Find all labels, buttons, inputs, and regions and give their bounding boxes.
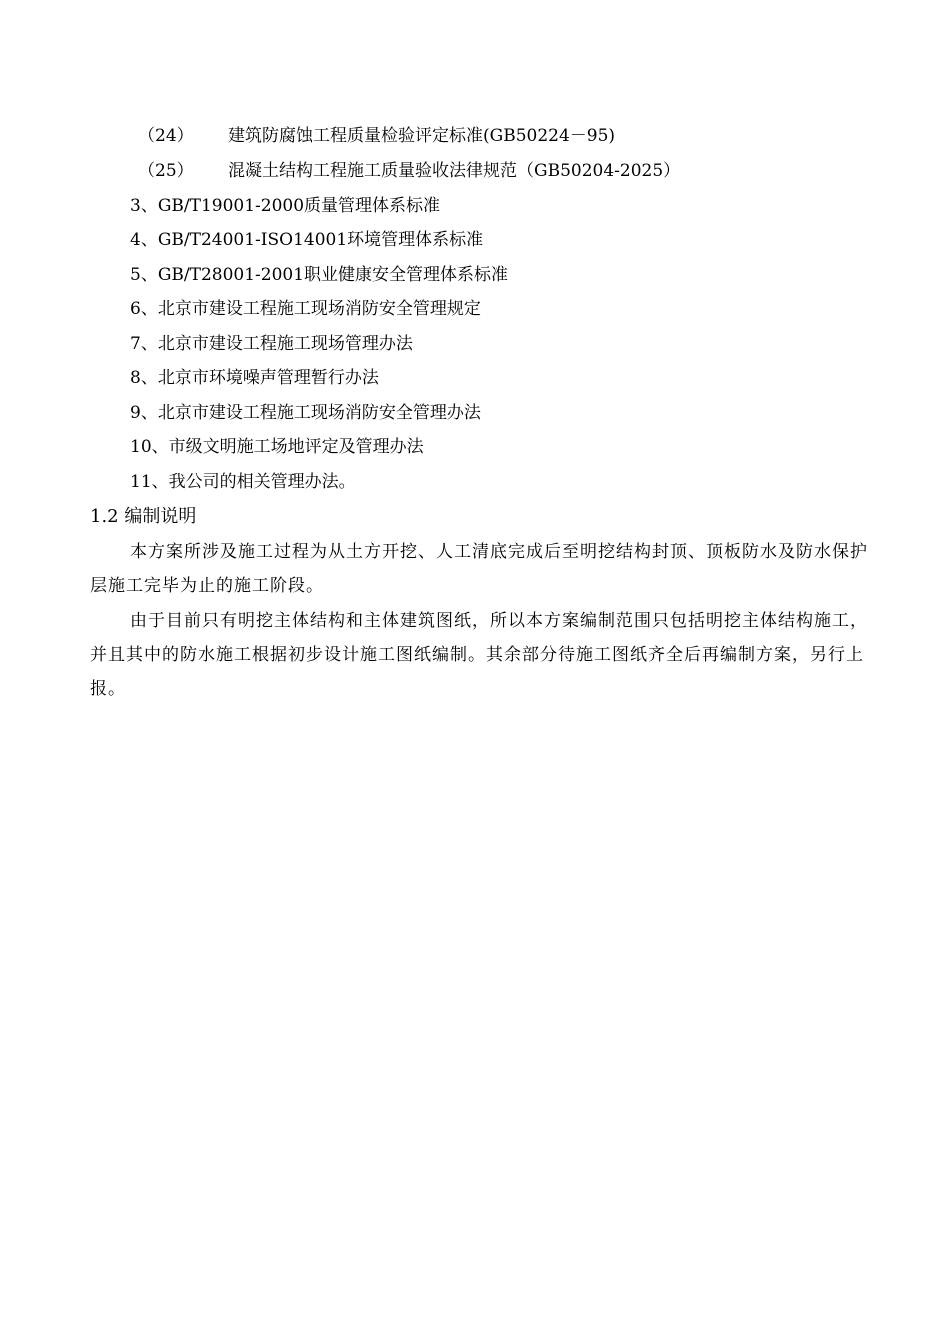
list-item: 8、北京市环境噪声管理暂行办法 [130,368,379,388]
list-item: 7、北京市建设工程施工现场管理办法 [130,334,413,354]
list-item: 5、GB/T28001-2001职业健康安全管理体系标准 [130,265,509,285]
list-item: 6、北京市建设工程施工现场消防安全管理规定 [130,299,481,319]
list-item: 3、GB/T19001-2000质量管理体系标准 [130,196,441,216]
sub-item-text: 建筑防腐蚀工程质量检验评定标准(GB50224－95) [228,126,616,146]
list-item: 10、市级文明施工场地评定及管理办法 [130,437,424,457]
paragraph: 本方案所涉及施工过程为从土方开挖、人工清底完成后至明挖结构封顶、顶板防水及防水保护层施工完毕为止的施工阶段。 [90,542,868,596]
sub-item-number: （25） [138,161,194,181]
sub-item-number: （24） [138,126,194,146]
section-heading: 1.2 编制说明 [90,506,197,527]
list-item: 11、我公司的相关管理办法。 [130,472,356,492]
paragraph: 由于目前只有明挖主体结构和主体建筑图纸，所以本方案编制范围只包括明挖主体结构施工，并且其中的防水施工根据初步设计施工图纸编制。其余部分待施工图纸齐全后再编制方案，另行上报。 [90,611,868,699]
sub-item-text: 混凝土结构工程施工质量验收法律规范（GB50204-2025） [228,161,681,181]
list-item: 4、GB/T24001-ISO14001环境管理体系标准 [130,230,484,250]
list-item: 9、北京市建设工程施工现场消防安全管理办法 [130,403,481,423]
